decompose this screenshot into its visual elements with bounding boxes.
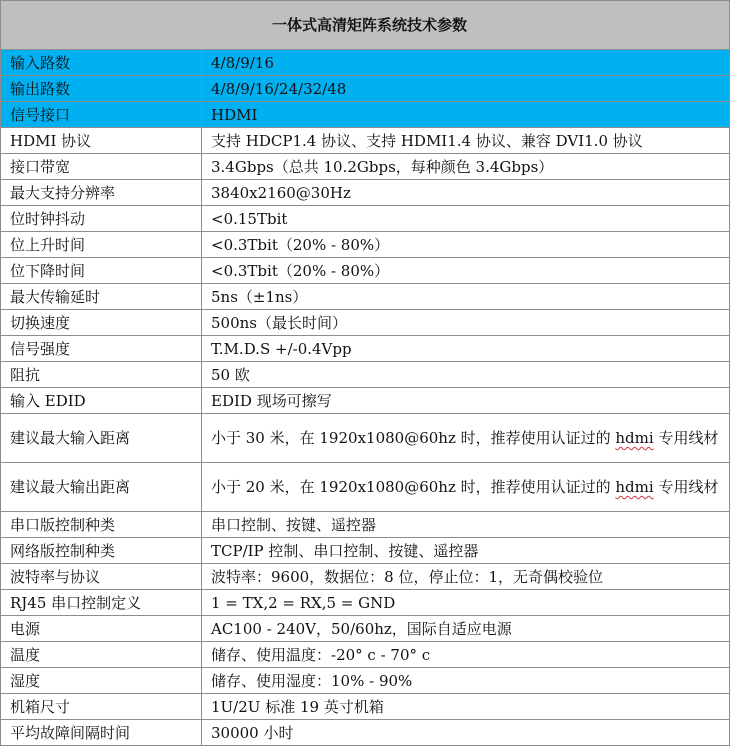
table-row xyxy=(1,538,730,564)
param-value: 波特率：9600，数据位：8 位，停止位：1，无奇偶校验位 xyxy=(202,564,730,590)
param-value: 50 欧 xyxy=(202,362,730,388)
table-row xyxy=(1,336,730,362)
param-label: 波特率与协议 xyxy=(1,564,202,590)
param-value: 支持 HDCP1.4 协议、支持 HDMI1.4 协议、兼容 DVI1.0 协议 xyxy=(202,128,730,154)
param-value: 1U/2U 标准 19 英寸机箱 xyxy=(202,694,730,720)
table-row xyxy=(1,720,730,746)
param-label: 建议最大输入距离 xyxy=(1,414,202,463)
param-value: TCP/IP 控制、串口控制、按键、遥控器 xyxy=(202,538,730,564)
param-label: 建议最大输出距离 xyxy=(1,463,202,512)
param-value: 4/8/9/16 xyxy=(202,50,730,76)
spellcheck-word: hdmi xyxy=(615,429,654,447)
table-row xyxy=(1,258,730,284)
param-value: 小于 20 米，在 1920x1080@60hz 时，推荐使用认证过的 hdmi 专用线材 xyxy=(202,463,730,512)
title-row xyxy=(1,1,730,50)
table-row xyxy=(1,512,730,538)
param-value: 3840x2160@30Hz xyxy=(202,180,730,206)
table-row xyxy=(1,102,730,128)
param-label: 阻抗 xyxy=(1,362,202,388)
param-label: 湿度 xyxy=(1,668,202,694)
param-label: 位下降时间 xyxy=(1,258,202,284)
param-label: 接口带宽 xyxy=(1,154,202,180)
param-value: T.M.D.S +/-0.4Vpp xyxy=(202,336,730,362)
param-label: 串口版控制种类 xyxy=(1,512,202,538)
param-label: 切换速度 xyxy=(1,310,202,336)
param-value: <0.3Tbit（20% - 80%） xyxy=(202,258,730,284)
param-value: 1 = TX,2 = RX,5 = GND xyxy=(202,590,730,616)
param-label: RJ45 串口控制定义 xyxy=(1,590,202,616)
table-row xyxy=(1,206,730,232)
table-row xyxy=(1,694,730,720)
table-row xyxy=(1,668,730,694)
table-row xyxy=(1,310,730,336)
table-row xyxy=(1,590,730,616)
table-row xyxy=(1,154,730,180)
param-value: 储存、使用湿度：10% - 90% xyxy=(202,668,730,694)
param-label: 最大传输延时 xyxy=(1,284,202,310)
param-label: 最大支持分辨率 xyxy=(1,180,202,206)
param-label: HDMI 协议 xyxy=(1,128,202,154)
table-row xyxy=(1,76,730,102)
param-value: 30000 小时 xyxy=(202,720,730,746)
param-value: 3.4Gbps（总共 10.2Gbps，每种颜色 3.4Gbps） xyxy=(202,154,730,180)
table-row xyxy=(1,388,730,414)
param-value: 串口控制、按键、遥控器 xyxy=(202,512,730,538)
param-label: 机箱尺寸 xyxy=(1,694,202,720)
param-value: 500ns（最长时间） xyxy=(202,310,730,336)
table-row xyxy=(1,362,730,388)
param-value: EDID 现场可擦写 xyxy=(202,388,730,414)
table-row xyxy=(1,50,730,76)
param-label: 平均故障间隔时间 xyxy=(1,720,202,746)
table-row xyxy=(1,180,730,206)
param-label: 信号强度 xyxy=(1,336,202,362)
table-title: 一体式高清矩阵系统技术参数 xyxy=(1,1,730,50)
spellcheck-word: hdmi xyxy=(615,478,654,496)
param-label: 信号接口 xyxy=(1,102,202,128)
param-label: 网络版控制种类 xyxy=(1,538,202,564)
param-label: 输出路数 xyxy=(1,76,202,102)
param-value: 5ns（±1ns） xyxy=(202,284,730,310)
param-label: 输入 EDID xyxy=(1,388,202,414)
param-label: 位上升时间 xyxy=(1,232,202,258)
table-row xyxy=(1,616,730,642)
param-label: 输入路数 xyxy=(1,50,202,76)
table-row xyxy=(1,642,730,668)
table-row xyxy=(1,463,730,512)
param-label: 电源 xyxy=(1,616,202,642)
param-value: AC100 - 240V，50/60hz，国际自适应电源 xyxy=(202,616,730,642)
table-row xyxy=(1,284,730,310)
param-value: HDMI xyxy=(202,102,730,128)
param-value: <0.15Tbit xyxy=(202,206,730,232)
table-row xyxy=(1,232,730,258)
table-row xyxy=(1,414,730,463)
param-value: 储存、使用温度：-20° c - 70° c xyxy=(202,642,730,668)
table-row xyxy=(1,564,730,590)
param-value: <0.3Tbit（20% - 80%） xyxy=(202,232,730,258)
param-value: 小于 30 米，在 1920x1080@60hz 时，推荐使用认证过的 hdmi 专用线材 xyxy=(202,414,730,463)
param-label: 位时钟抖动 xyxy=(1,206,202,232)
table-row xyxy=(1,128,730,154)
param-label: 温度 xyxy=(1,642,202,668)
param-value: 4/8/9/16/24/32/48 xyxy=(202,76,730,102)
